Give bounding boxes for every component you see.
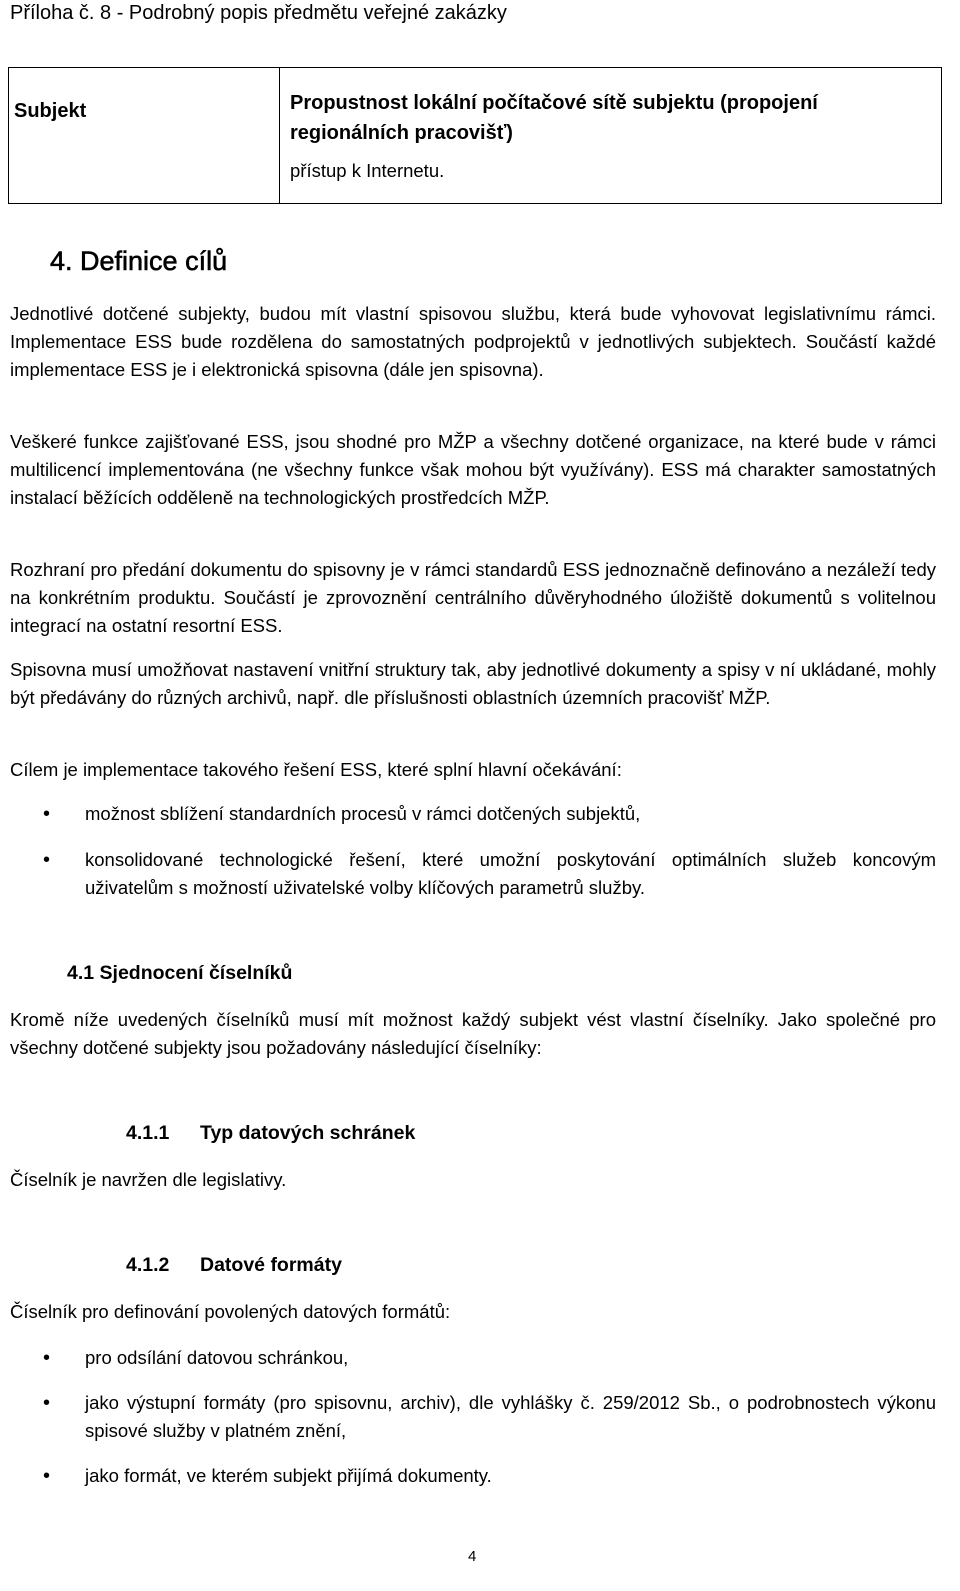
- section411-paragraph-1: Číselník je navržen dle legislativy.: [10, 1169, 287, 1190]
- document-header: Příloha č. 8 - Podrobný popis předmětu veřejné zakázky: [10, 2, 507, 24]
- list-item: • jako výstupní formáty (pro spisovnu, archiv), dle vyhlášky č. 259/2012 Sb., o podrobnostech výkonu spisové služby v platném znění,: [0, 1389, 936, 1445]
- section4-paragraph-5: Cílem je implementace takového řešení ESS, které splní hlavní očekávání:: [10, 759, 622, 780]
- list-item: • možnost sblížení standardních procesů v rámci dotčených subjektů,: [0, 800, 936, 828]
- list-item: • konsolidované technologické řešení, které umožní poskytování optimálních služeb koncovým uživatelům s možností uživatelské volby klíčových parametrů služby.: [0, 846, 936, 902]
- subject-table: [8, 67, 942, 204]
- section-title-4-1-2: Datové formáty: [200, 1254, 342, 1276]
- subject-value-access: přístup k Internetu.: [290, 160, 445, 181]
- section4-paragraph-3: Rozhraní pro předání dokumentu do spisovny je v rámci standardů ESS jednoznačně definováno a nezáleží tedy na konkrétním produktu. Součástí je zprovoznění centrálního důvěryhodného úložiště dokumentů s volitelnou integrací na ostatní resortní ESS.: [10, 559, 936, 636]
- section4-paragraph-2: Veškeré funkce zajišťované ESS, jsou shodné pro MŽP a všechny dotčené organizace, na které bude v rámci multilicencí implementována (ne všechny funkce však mohou být využívány). ESS má charakter samostatných instalací běžících odděleně na technologických prostředcích MŽP.: [10, 431, 936, 508]
- subject-value-cell: [280, 68, 942, 204]
- section-number-4-1-2: 4.1.2: [126, 1254, 170, 1276]
- section-heading-4: 4. Definice cílů: [50, 246, 228, 276]
- section4-paragraph-1: Jednotlivé dotčené subjekty, budou mít vlastní spisovou službu, která bude vyhovovat legislativnímu rámci. Implementace ESS bude rozdělena do samostatných podprojektů v jednotlivých subjektech. Součástí každé implementace ESS je i elektronická spisovna (dále jen spisovna).: [10, 303, 936, 380]
- subject-value-title: Propustnost lokální počítačové sítě subjektu (propojení regionálních pracovišť): [290, 92, 818, 144]
- section41-paragraph-1: Kromě níže uvedených číselníků musí mít možnost každý subjekt vést vlastní číselníky. Jako společné pro všechny dotčené subjekty jsou požadovány následující číselníky:: [10, 1009, 936, 1058]
- subject-label: Subjekt: [14, 100, 87, 122]
- section-title-4-1-1: Typ datových schránek: [200, 1122, 416, 1144]
- section-heading-4-1: 4.1 Sjednocení číselníků: [67, 962, 293, 984]
- section-number-4-1-1: 4.1.1: [126, 1122, 170, 1144]
- list-item: • pro odsílání datovou schránkou,: [0, 1344, 936, 1372]
- list-item: • jako formát, ve kterém subjekt přijímá dokumenty.: [0, 1462, 936, 1490]
- page-number: 4: [468, 1548, 477, 1565]
- section4-bullet-list: [0, 800, 936, 902]
- section412-bullet-list: [0, 1344, 936, 1490]
- subject-label-cell: [9, 68, 280, 204]
- section4-paragraph-4: Spisovna musí umožňovat nastavení vnitřní struktury tak, aby jednotlivé dokumenty a spisy v ní ukládané, mohly být předávány do různých archivů, např. dle příslušnosti oblastních územních pracovišť MŽP.: [10, 659, 936, 708]
- section412-paragraph-1: Číselník pro definování povolených datových formátů:: [10, 1301, 451, 1322]
